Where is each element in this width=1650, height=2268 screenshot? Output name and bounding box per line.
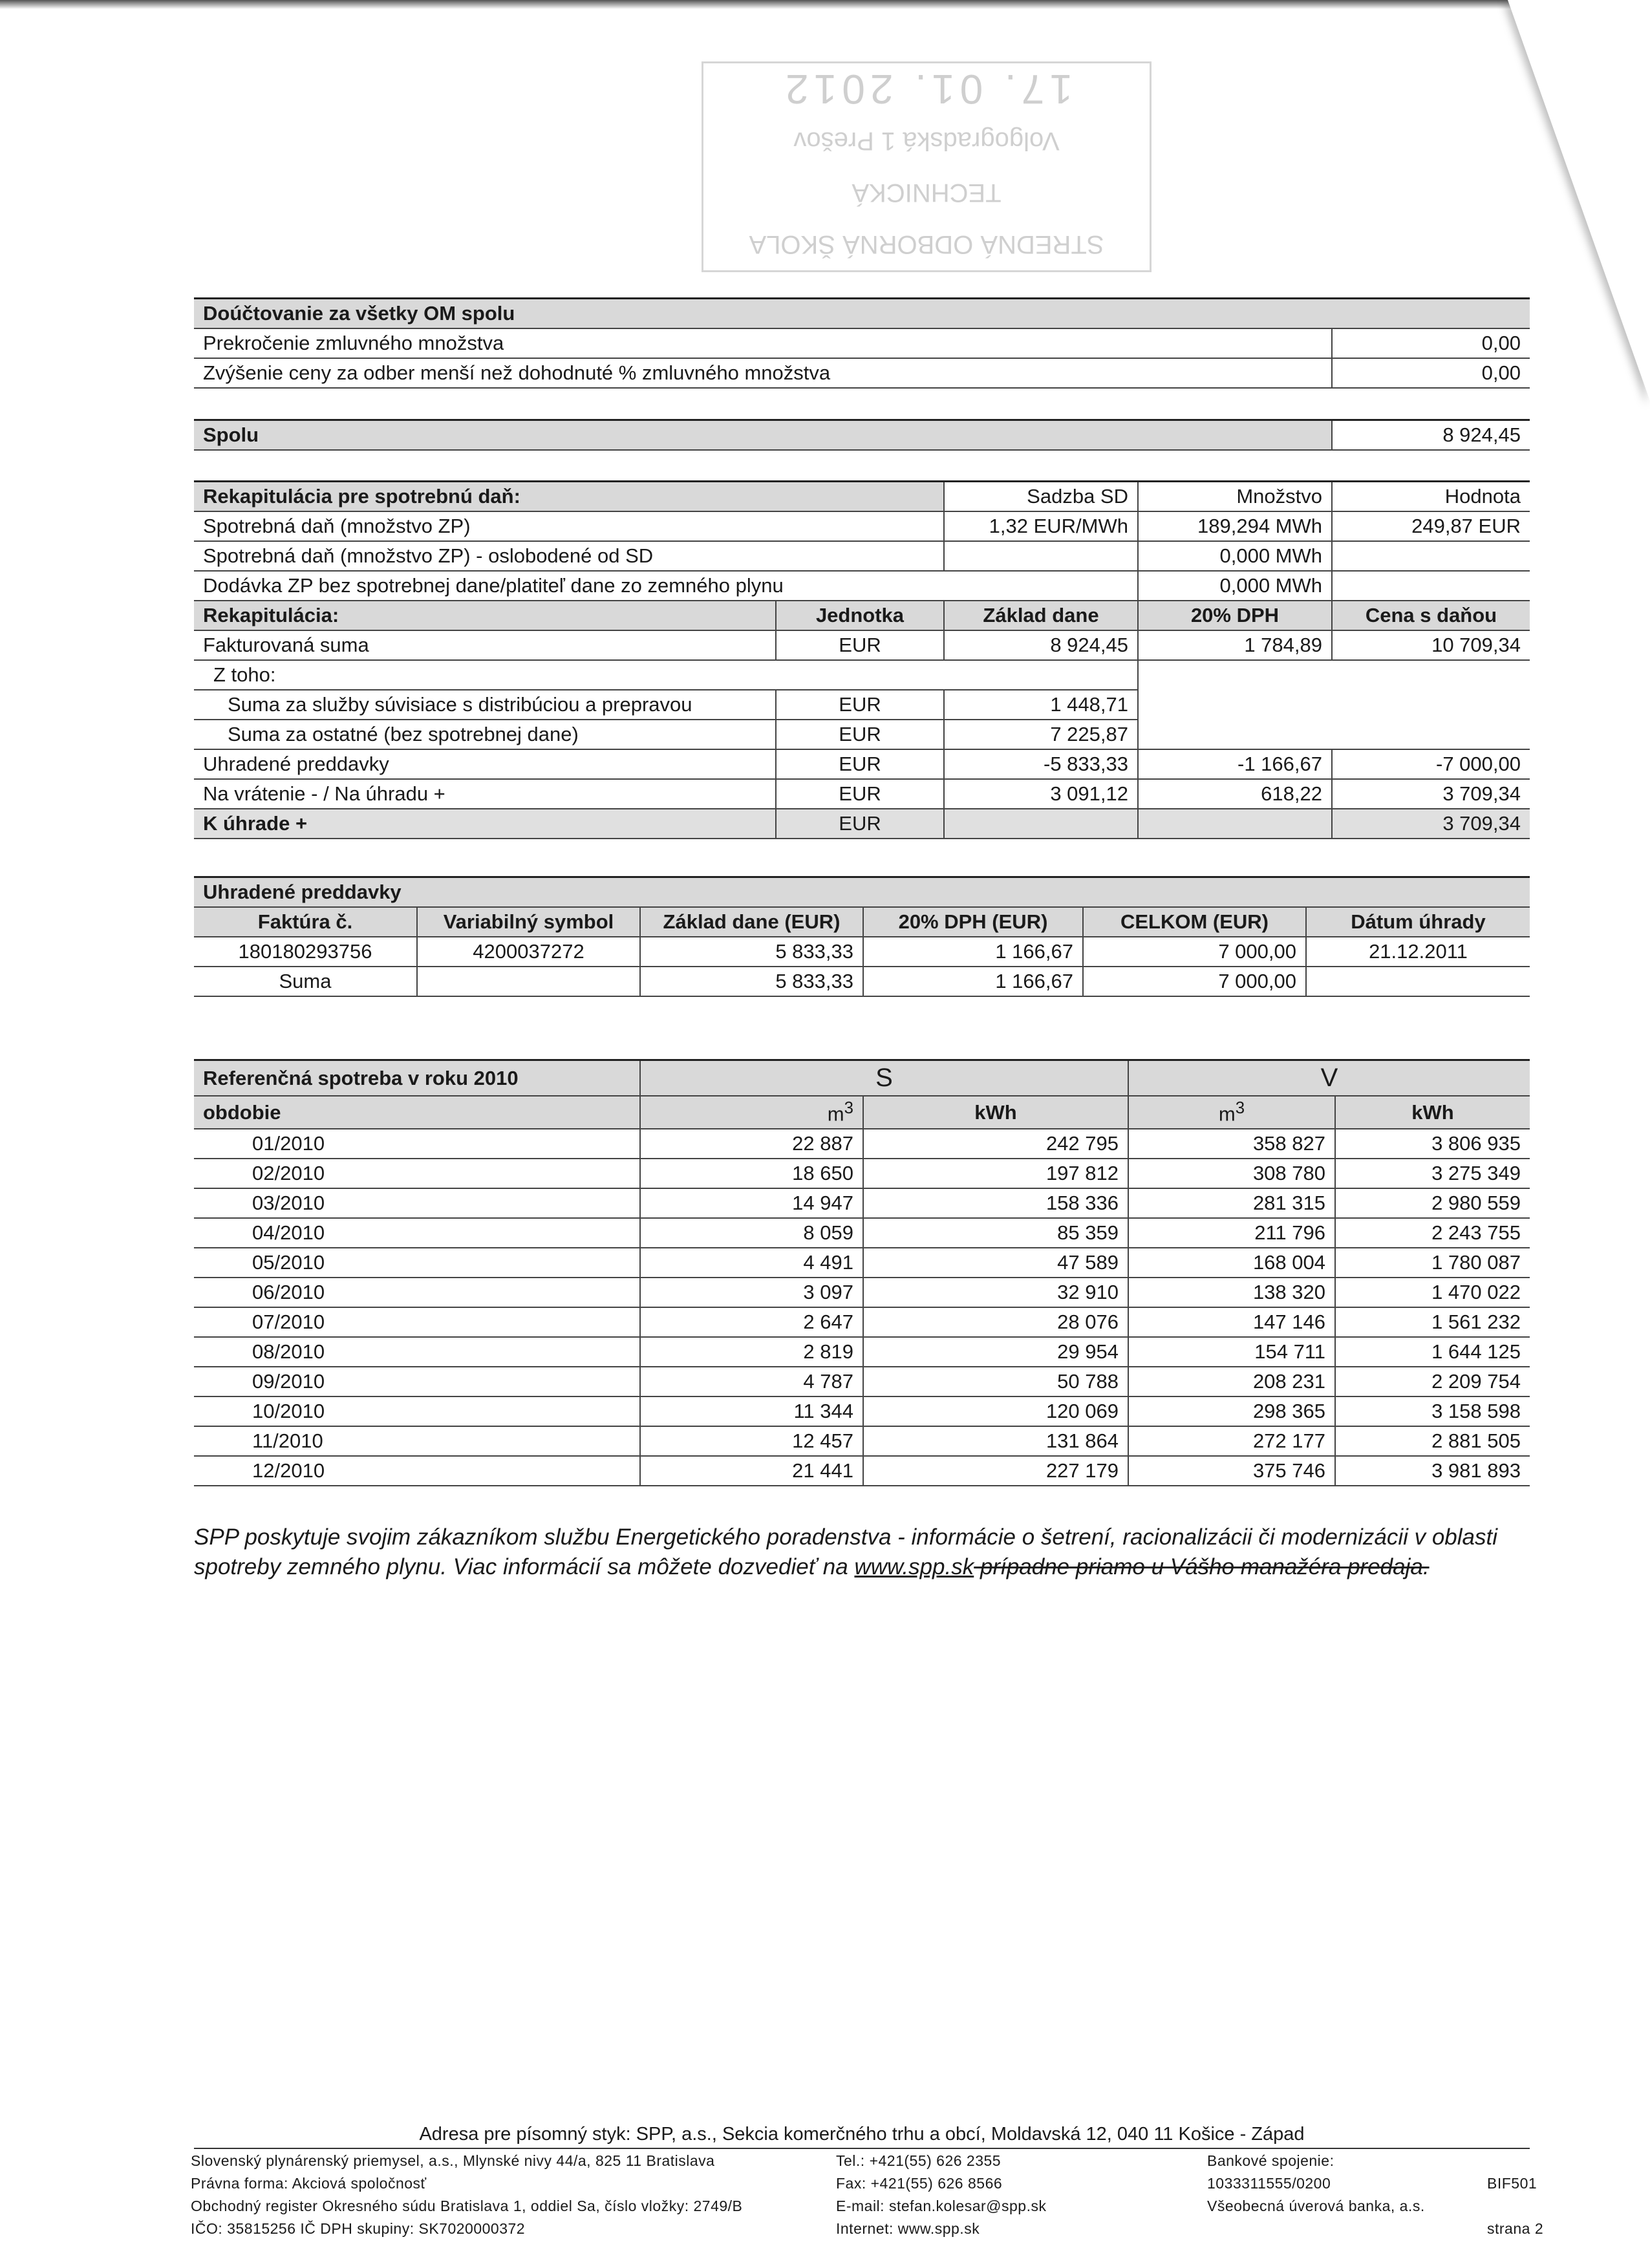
reference-period-header: obdobie: [194, 1096, 640, 1129]
table-row: [194, 1456, 1530, 1486]
reference-period: 05/2010: [194, 1248, 640, 1278]
advances-header: CELKOM (EUR): [1083, 907, 1306, 937]
reference-v-kwh: 3 158 598: [1335, 1396, 1530, 1426]
recap-to-pay-label: K úhrade +: [194, 809, 776, 839]
reference-v-m3: 272 177: [1128, 1426, 1335, 1456]
recap-invoiced-unit: EUR: [776, 630, 944, 660]
advances-date: 21.12.2011: [1306, 937, 1530, 967]
advances-table: [194, 876, 1530, 997]
note-text-tail: prípadne priamo u Vášho manažéra predaja.: [974, 1554, 1430, 1579]
reference-unit-v-kwh: kWh: [1335, 1096, 1530, 1129]
table-row: [194, 1367, 1530, 1396]
tax-row-value: [1332, 541, 1530, 571]
reference-s-m3: 4 787: [640, 1367, 863, 1396]
tax-row-qty: 189,294 MWh: [1138, 511, 1332, 541]
reference-s-kwh: 50 788: [863, 1367, 1128, 1396]
footer-page-info: [1487, 2150, 1543, 2240]
energy-advisory-note: [194, 1523, 1552, 1582]
reference-s-m3: 2 819: [640, 1337, 863, 1367]
tax-row-value: 249,87 EUR: [1332, 511, 1530, 541]
advances-total: 7 000,00: [1083, 937, 1306, 967]
reference-v-m3: 208 231: [1128, 1367, 1335, 1396]
reference-period: 04/2010: [194, 1218, 640, 1248]
table-row: [194, 1396, 1530, 1426]
reference-s-m3: 4 491: [640, 1248, 863, 1278]
tax-row-label: Spotrebná daň (množstvo ZP) - oslobodené od SD: [194, 541, 944, 571]
reference-rows: [194, 1129, 1530, 1486]
reference-s-m3: 11 344: [640, 1396, 863, 1426]
advances-header: Faktúra č.: [194, 907, 417, 937]
summary-title: Doúčtovanie za všetky OM spolu: [194, 299, 1530, 329]
reference-v-kwh: 2 980 559: [1335, 1188, 1530, 1218]
reference-v-kwh: 3 981 893: [1335, 1456, 1530, 1486]
tax-header-rate: Sadzba SD: [944, 482, 1138, 512]
advances-sum-vat: 1 166,67: [863, 967, 1083, 996]
reference-v-kwh: 3 275 349: [1335, 1159, 1530, 1188]
total-value: 8 924,45: [1332, 420, 1530, 451]
form-code: BIF501: [1487, 2175, 1538, 2192]
recap-title: Rekapitulácia:: [194, 601, 776, 630]
reference-v-m3: 308 780: [1128, 1159, 1335, 1188]
footer-address: Adresa pre písomný styk: SPP, a.s., Sekcia komerčného trhu a obcí, Moldavská 12, 040 11 Košice - Západ: [194, 2124, 1530, 2149]
tax-row-value: [1332, 571, 1530, 601]
recap-paid-base: -5 833,33: [944, 749, 1138, 779]
reference-s-kwh: 29 954: [863, 1337, 1128, 1367]
reference-v-m3: 281 315: [1128, 1188, 1335, 1218]
advances-invoice: 180180293756: [194, 937, 417, 967]
recap-refund-label: Na vrátenie - / Na úhradu +: [194, 779, 776, 809]
recap-sub-unit: EUR: [776, 720, 944, 749]
note-text: SPP poskytuje svojim zákazníkom službu Energetického poradenstva - informácie o šetrení, racionalizácii či modernizácii v oblasti spotreby zemného plynu. Viac informácií sa môžete dozvedieť na: [194, 1524, 1498, 1579]
received-stamp: [702, 61, 1152, 272]
reference-unit-s-m3: $m^3$: [640, 1096, 863, 1129]
reference-group-s: S: [640, 1060, 1128, 1097]
recap-of-which: Z toho:: [194, 660, 1138, 690]
recap-refund-vat: 618,22: [1138, 779, 1332, 809]
reference-v-m3: 138 320: [1128, 1278, 1335, 1307]
table-row: [194, 1248, 1530, 1278]
reference-period: 08/2010: [194, 1337, 640, 1367]
reference-s-m3: 18 650: [640, 1159, 863, 1188]
reference-v-m3: 211 796: [1128, 1218, 1335, 1248]
stamp-line2: Volgogradská 1 Prešov: [793, 127, 1060, 155]
advances-sum-base: 5 833,33: [640, 967, 863, 996]
table-row: [194, 1159, 1530, 1188]
recap-to-pay-unit: EUR: [776, 809, 944, 839]
spp-website-link[interactable]: www.spp.sk: [854, 1554, 974, 1579]
reference-unit-s-kwh: kWh: [863, 1096, 1128, 1129]
reference-consumption-table: [194, 1059, 1530, 1486]
table-row: [194, 1278, 1530, 1307]
reference-period: 11/2010: [194, 1426, 640, 1456]
recap-header-total: Cena s daňou: [1332, 601, 1530, 630]
recap-header-unit: Jednotka: [776, 601, 944, 630]
recap-paid-vat: -1 166,67: [1138, 749, 1332, 779]
reference-s-kwh: 242 795: [863, 1129, 1128, 1159]
reference-v-m3: 298 365: [1128, 1396, 1335, 1426]
reference-s-kwh: 120 069: [863, 1396, 1128, 1426]
advances-header: 20% DPH (EUR): [863, 907, 1083, 937]
tax-header-value: Hodnota: [1332, 482, 1530, 512]
tax-recap-title: Rekapitulácia pre spotrebnú daň:: [194, 482, 944, 512]
reference-s-m3: 2 647: [640, 1307, 863, 1337]
recap-invoiced-vat: 1 784,89: [1138, 630, 1332, 660]
reference-s-kwh: 197 812: [863, 1159, 1128, 1188]
reference-s-kwh: 47 589: [863, 1248, 1128, 1278]
table-row: [194, 1218, 1530, 1248]
stamp-date: 17. 01. 2012: [780, 66, 1073, 112]
recap-invoiced-total: 10 709,34: [1332, 630, 1530, 660]
table-row: [194, 1307, 1530, 1337]
recap-refund-total: 3 709,34: [1332, 779, 1530, 809]
reference-v-m3: 147 146: [1128, 1307, 1335, 1337]
summary-row-label: Zvýšenie ceny za odber menší než dohodnuté % zmluvného množstva: [194, 358, 1332, 388]
reference-v-kwh: 1 644 125: [1335, 1337, 1530, 1367]
summary-row-value: 0,00: [1332, 328, 1530, 358]
reference-period: 10/2010: [194, 1396, 640, 1426]
advances-title: Uhradené preddavky: [194, 877, 1530, 908]
reference-period: 01/2010: [194, 1129, 640, 1159]
tax-row-rate: 1,32 EUR/MWh: [944, 511, 1138, 541]
reference-v-kwh: 3 806 935: [1335, 1129, 1530, 1159]
reference-v-kwh: 2 243 755: [1335, 1218, 1530, 1248]
reference-s-kwh: 85 359: [863, 1218, 1128, 1248]
table-row: [194, 1337, 1530, 1367]
reference-s-m3: 14 947: [640, 1188, 863, 1218]
tax-row-label: Spotrebná daň (množstvo ZP): [194, 511, 944, 541]
recap-sub-label: Suma za služby súvisiace s distribúciou a prepravou: [194, 690, 776, 720]
reference-period: 03/2010: [194, 1188, 640, 1218]
reference-title: Referenčná spotreba v roku 2010: [194, 1060, 640, 1097]
footer-bank: Bankové spojenie: 1033311555/0200 Všeobecná úverová banka, a.s.: [1207, 2152, 1425, 2214]
advances-vat: 1 166,67: [863, 937, 1083, 967]
reference-v-kwh: 1 780 087: [1335, 1248, 1530, 1278]
recap-sub-base: 1 448,71: [944, 690, 1138, 720]
reference-v-kwh: 2 881 505: [1335, 1426, 1530, 1456]
table-row: [194, 937, 1530, 967]
recap-header-base: Základ dane: [944, 601, 1138, 630]
reference-period: 09/2010: [194, 1367, 640, 1396]
recap-table: [194, 480, 1530, 839]
summary-table: [194, 297, 1530, 389]
reference-s-m3: 8 059: [640, 1218, 863, 1248]
footer-company: Slovenský plynárenský priemysel, a.s., Mlynské nivy 44/a, 825 11 Bratislava Právna forma: Akciová spoločnosť Obchodný register Okresného súdu Bratislava 1, oddiel Sa, číslo vložky: 2749/B IČO: 35815256 IČ DPH skupiny: SK7020000372: [191, 2152, 743, 2237]
tax-row-qty: 0,000 MWh: [1138, 541, 1332, 571]
recap-refund-base: 3 091,12: [944, 779, 1138, 809]
reference-v-m3: 154 711: [1128, 1337, 1335, 1367]
footer-contact: Tel.: +421(55) 626 2355 Fax: +421(55) 626 8566 E-mail: stefan.kolesar@spp.sk Internet: www.spp.sk: [836, 2152, 1047, 2237]
summary-row-label: Prekročenie zmluvného množstva: [194, 328, 1332, 358]
tax-header-qty: Množstvo: [1138, 482, 1332, 512]
reference-period: 07/2010: [194, 1307, 640, 1337]
reference-unit-v-m3: $m^3$: [1128, 1096, 1335, 1129]
recap-header-vat: 20% DPH: [1138, 601, 1332, 630]
advances-vs: 4200037272: [417, 937, 640, 967]
reference-period: 12/2010: [194, 1456, 640, 1486]
tax-row-qty: 0,000 MWh: [1138, 571, 1332, 601]
reference-v-kwh: 2 209 754: [1335, 1367, 1530, 1396]
tax-row-label: Dodávka ZP bez spotrebnej dane/platiteľ dane zo zemného plynu: [194, 571, 1138, 601]
table-row: [194, 1426, 1530, 1456]
reference-v-kwh: 1 470 022: [1335, 1278, 1530, 1307]
advances-base: 5 833,33: [640, 937, 863, 967]
reference-v-m3: 375 746: [1128, 1456, 1335, 1486]
advances-header: Základ dane (EUR): [640, 907, 863, 937]
advances-header: Dátum úhrady: [1306, 907, 1530, 937]
recap-paid-unit: EUR: [776, 749, 944, 779]
reference-v-m3: 168 004: [1128, 1248, 1335, 1278]
summary-row-value: 0,00: [1332, 358, 1530, 388]
reference-s-m3: 21 441: [640, 1456, 863, 1486]
recap-invoiced-label: Fakturovaná suma: [194, 630, 776, 660]
reference-v-m3: 358 827: [1128, 1129, 1335, 1159]
reference-s-kwh: 227 179: [863, 1456, 1128, 1486]
page-number: strana 2: [1487, 2220, 1544, 2237]
recap-paid-total: -7 000,00: [1332, 749, 1530, 779]
reference-s-kwh: 131 864: [863, 1426, 1128, 1456]
tax-row-rate: [944, 541, 1138, 571]
total-label: Spolu: [194, 420, 1332, 451]
recap-sub-base: 7 225,87: [944, 720, 1138, 749]
reference-s-m3: 12 457: [640, 1426, 863, 1456]
reference-s-kwh: 158 336: [863, 1188, 1128, 1218]
stamp-line1: STREDNÁ ODBORNÁ ŠKOLA TECHNICKÁ: [749, 178, 1104, 259]
table-row: [194, 1129, 1530, 1159]
advances-sum-label: Suma: [194, 967, 417, 996]
reference-s-m3: 22 887: [640, 1129, 863, 1159]
recap-refund-unit: EUR: [776, 779, 944, 809]
reference-s-kwh: 28 076: [863, 1307, 1128, 1337]
reference-s-m3: 3 097: [640, 1278, 863, 1307]
recap-sub-unit: EUR: [776, 690, 944, 720]
advances-header: Variabilný symbol: [417, 907, 640, 937]
table-row: [194, 1188, 1530, 1218]
reference-s-kwh: 32 910: [863, 1278, 1128, 1307]
recap-paid-label: Uhradené preddavky: [194, 749, 776, 779]
recap-sub-label: Suma za ostatné (bez spotrebnej dane): [194, 720, 776, 749]
recap-to-pay-total: 3 709,34: [1332, 809, 1530, 839]
page-top-edge: [0, 0, 1650, 9]
advances-sum-total: 7 000,00: [1083, 967, 1306, 996]
total-table: [194, 419, 1530, 451]
recap-invoiced-base: 8 924,45: [944, 630, 1138, 660]
reference-period: 06/2010: [194, 1278, 640, 1307]
reference-group-v: V: [1128, 1060, 1530, 1097]
reference-v-kwh: 1 561 232: [1335, 1307, 1530, 1337]
reference-period: 02/2010: [194, 1159, 640, 1188]
